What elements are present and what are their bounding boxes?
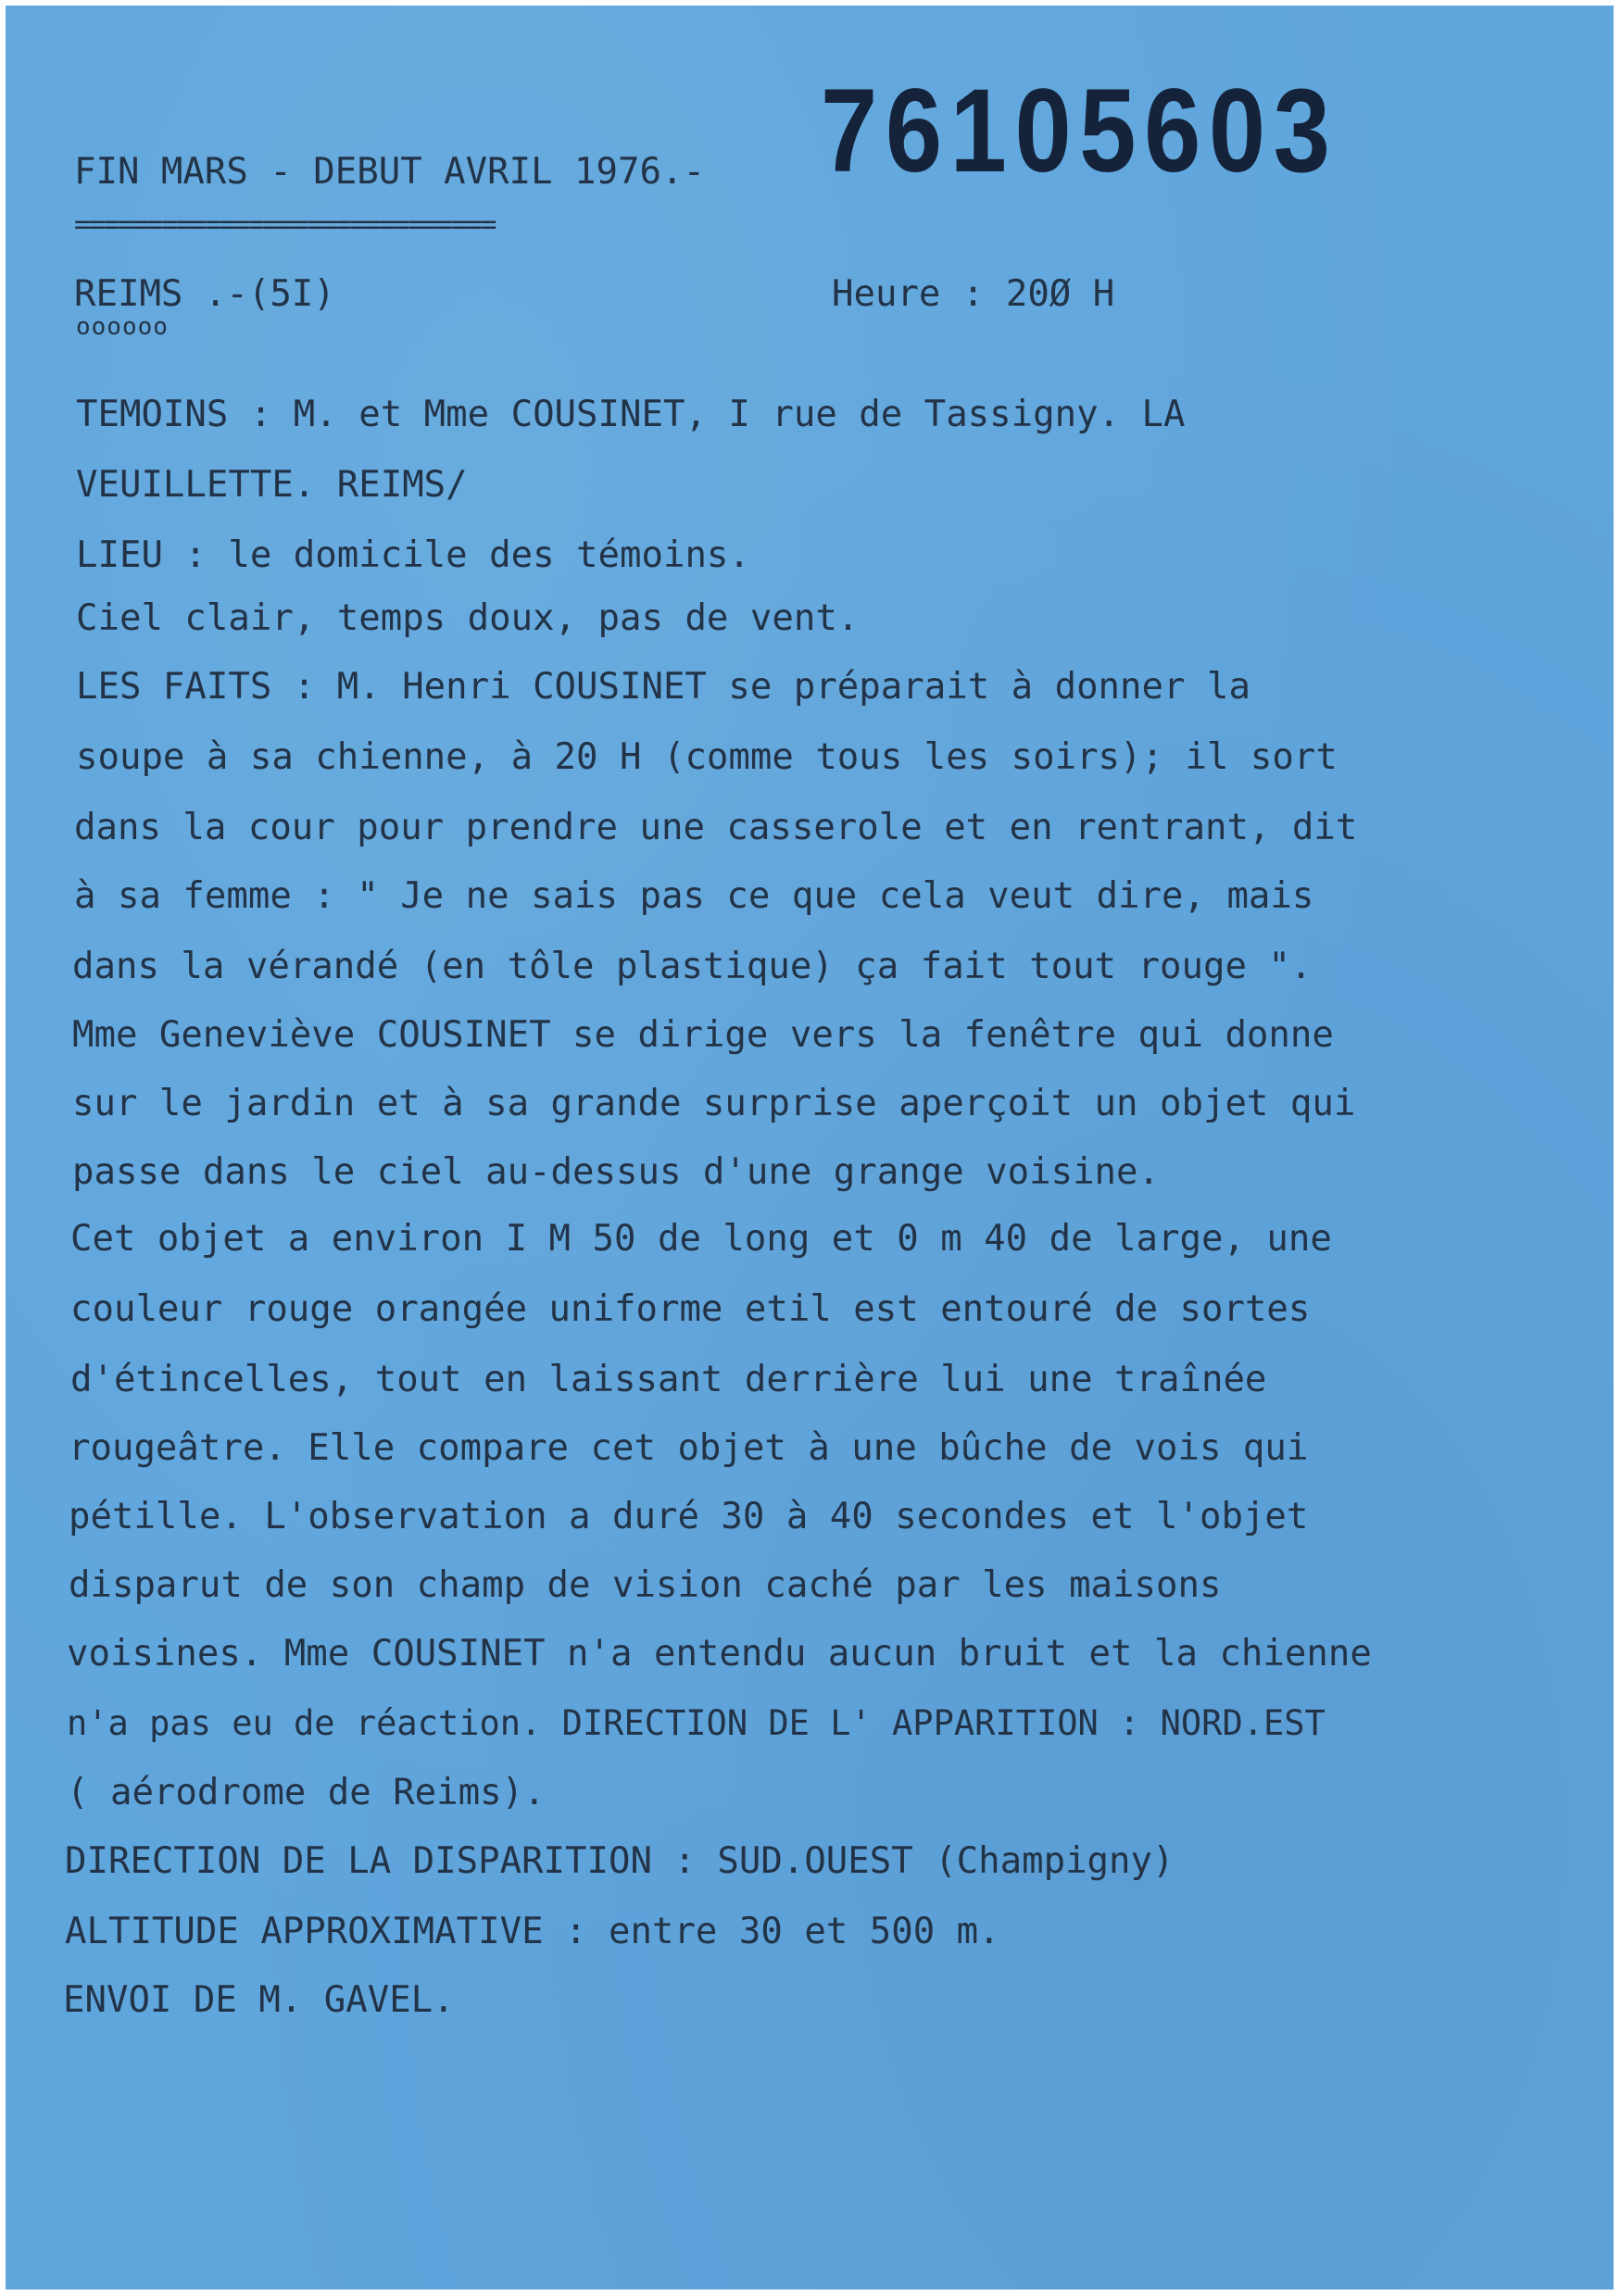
body-line: soupe à sa chienne, à 20 H (comme tous les soirs); il sort xyxy=(76,736,1338,778)
location-underline: oooooo xyxy=(76,313,169,341)
document-page xyxy=(6,6,1614,2290)
body-line: voisines. Mme COUSINET n'a entendu aucun bruit et la chienne xyxy=(67,1633,1372,1675)
body-line: passe dans le ciel au-dessus d'une grange voisine. xyxy=(72,1151,1160,1193)
time-line: Heure : 20Ø H xyxy=(832,273,1115,315)
body-line: pétille. L'observation a duré 30 à 40 secondes et l'objet xyxy=(69,1496,1309,1537)
body-line: d'étincelles, tout en laissant derrière lui une traînée xyxy=(70,1359,1267,1400)
body-line: ENVOI DE M. GAVEL. xyxy=(63,1979,455,2021)
body-line: sur le jardin et à sa grande surprise aperçoit un objet qui xyxy=(72,1083,1356,1124)
location-line: REIMS .-(5I) xyxy=(74,273,335,315)
body-line: Mme Geneviève COUSINET se dirige vers la fenêtre qui donne xyxy=(72,1014,1334,1056)
body-line: VEUILLETTE. REIMS/ xyxy=(76,464,468,506)
body-line: LIEU : le domicile des témoins. xyxy=(76,534,750,576)
body-line: couleur rouge orangée uniforme etil est entouré de sortes xyxy=(70,1288,1311,1330)
body-line: n'a pas eu de réaction. DIRECTION DE L' APPARITION : NORD.EST xyxy=(67,1703,1326,1743)
body-line: dans la vérandé (en tôle plastique) ça fait tout rouge ". xyxy=(72,946,1313,987)
document-number-stamp: 76105603 xyxy=(821,65,1338,197)
body-line: Cet objet a environ I M 50 de long et 0 m 40 de large, une xyxy=(70,1218,1332,1260)
body-line: rougeâtre. Elle compare cet objet à une bûche de vois qui xyxy=(69,1427,1309,1469)
body-line: DIRECTION DE LA DISPARITION : SUD.OUEST (Champigny) xyxy=(65,1840,1175,1882)
body-line: à sa femme : " Je ne sais pas ce que cela veut dire, mais xyxy=(74,875,1314,917)
body-line: Ciel clair, temps doux, pas de vent. xyxy=(76,597,860,639)
body-line: ALTITUDE APPROXIMATIVE : entre 30 et 500 m. xyxy=(65,1911,1000,1952)
body-line: disparut de son champ de vision caché par les maisons xyxy=(69,1564,1222,1606)
body-line: TEMOINS : M. et Mme COUSINET, I rue de Tassigny. LA xyxy=(76,394,1186,435)
body-line: dans la cour pour prendre une casserole et en rentrant, dit xyxy=(74,807,1358,848)
body-line: ( aérodrome de Reims). xyxy=(67,1772,546,1813)
body-line: LES FAITS : M. Henri COUSINET se préparait à donner la xyxy=(76,666,1250,708)
date-line: FIN MARS - DEBUT AVRIL 1976.- xyxy=(74,151,705,193)
date-underline: ============================= xyxy=(74,208,496,241)
